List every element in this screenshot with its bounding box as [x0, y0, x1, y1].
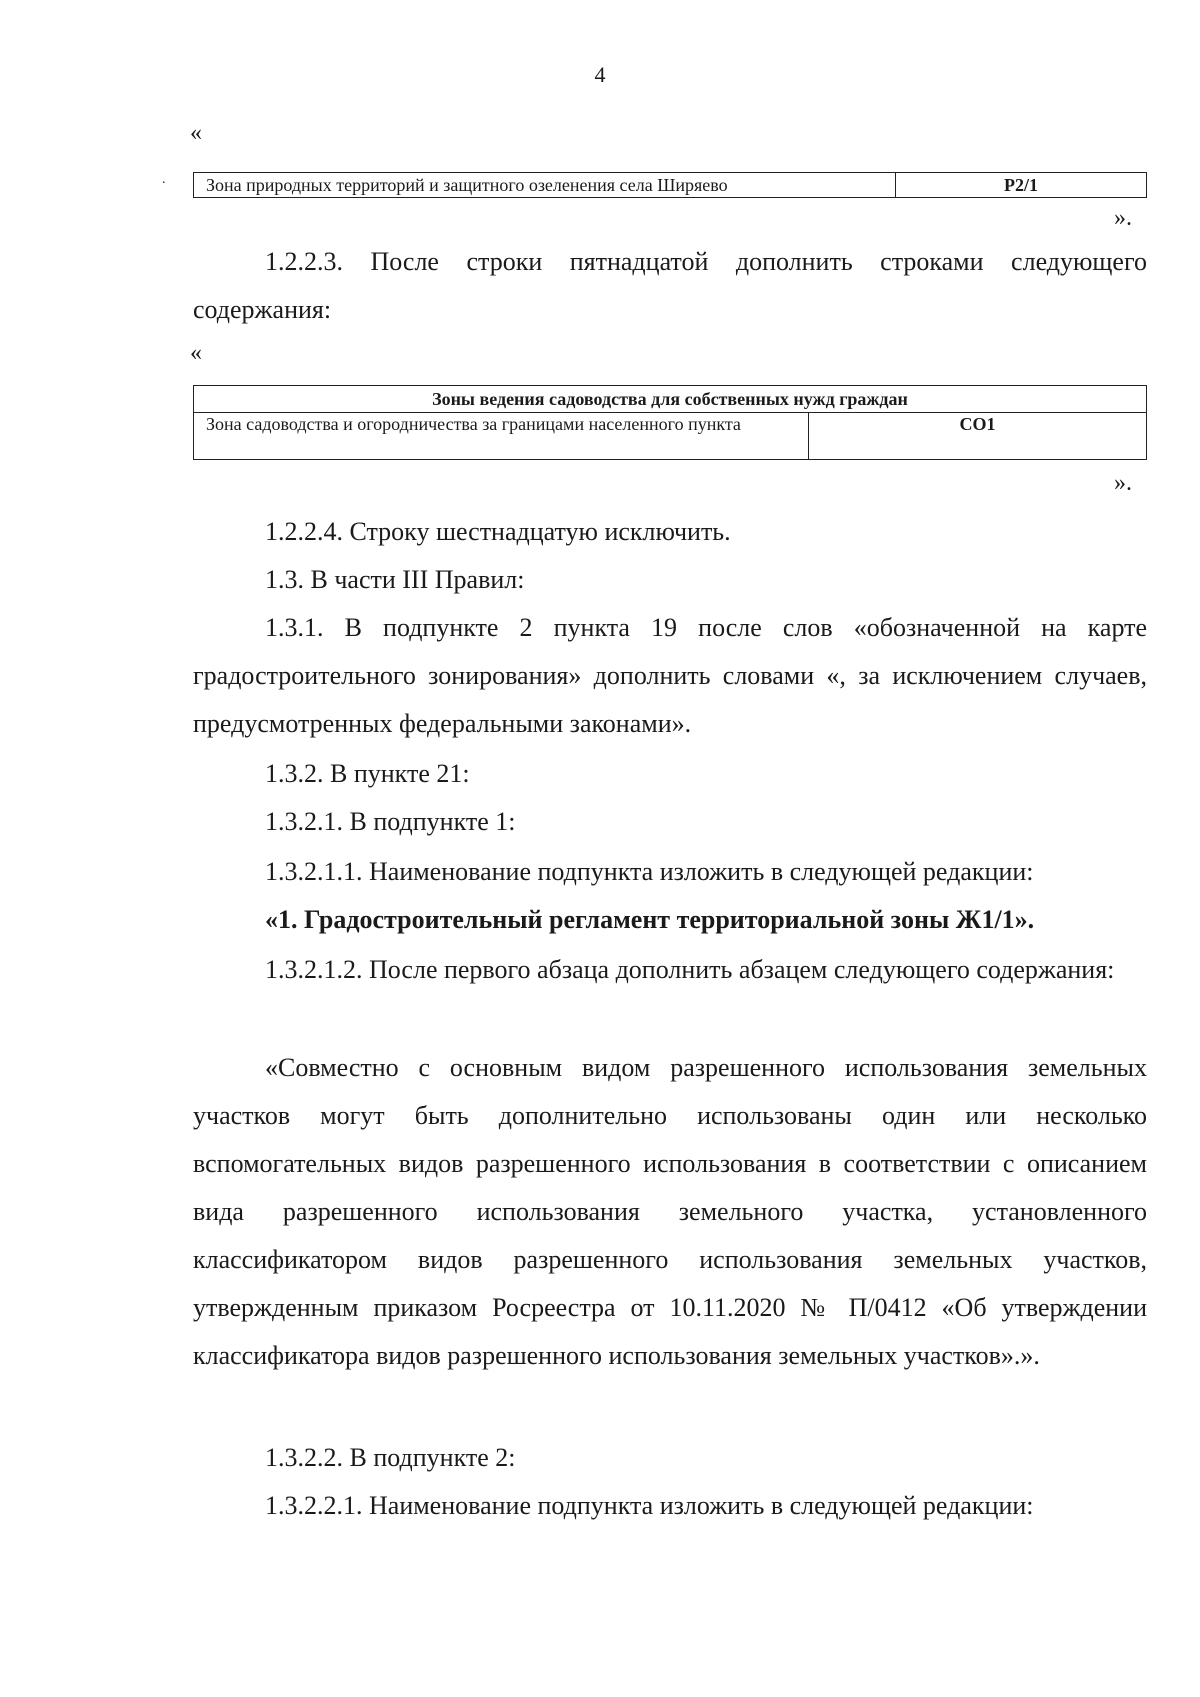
paragraph-1-2-2-3: 1.2.2.3. После строки пятнадцатой дополнить строками следующего содержания: — [193, 247, 1147, 324]
table-row — [194, 173, 1147, 198]
zone-name-cell: Зона природных территорий и защитного озеленения села Ширяево — [194, 173, 896, 198]
paragraph-1-3-2-1-1: 1.3.2.1.1. Наименование подпункта изложить в следующей редакции: — [265, 857, 1034, 886]
page-number: 4 — [594, 62, 606, 87]
paragraph-quote: «Совместно с основным видом разрешенного использования земельных участков могут быть дополнительно использованы один или несколько вспомогательных видов разрешенного использования в соответствии с описанием вида разрешенного использования земельного участка, установленного классификатором видов разрешенного использования земельных участков, утвержденным приказом Росреестра от 10.11.2020 № П/0412 «Об утверждении классификатора видов разрешенного использования земельных участков».». — [193, 1053, 1147, 1370]
stray-mark: . — [162, 172, 166, 187]
table2-open-quote: « — [190, 340, 202, 366]
table-header-row — [194, 386, 1147, 413]
paragraph-1-2-2-4: 1.2.2.4. Строку шестнадцатую исключить. — [265, 517, 731, 546]
table2-close-quote: ». — [1114, 470, 1132, 496]
paragraph-1-3: 1.3. В части III Правил: — [265, 565, 525, 594]
zone-table-1 — [193, 172, 1147, 198]
paragraph-1-3-1: 1.3.1. В подпункте 2 пункта 19 после слов «обозначенной на карте градостроительного зонирования» дополнить словами «, за исключением случаев, предусмотренных федеральными законами». — [193, 613, 1147, 738]
table-header-cell: Зоны ведения садоводства для собственных нужд граждан — [194, 386, 1147, 413]
table-row — [194, 413, 1147, 460]
paragraph-1-3-2-1: 1.3.2.1. В подпункте 1: — [265, 807, 516, 836]
paragraph-1-3-2: 1.3.2. В пункте 21: — [265, 759, 470, 788]
zone-code-cell: Р2/1 — [896, 173, 1147, 198]
paragraph-1-3-2-2: 1.3.2.2. В подпункте 2: — [265, 1443, 516, 1472]
paragraph-1-3-2-1-2: 1.3.2.1.2. После первого абзаца дополнить абзацем следующего содержания: — [265, 955, 1115, 984]
zone-code-cell: СО1 — [809, 413, 1147, 460]
table1-open-quote: « — [190, 120, 202, 146]
zone-table-2 — [193, 385, 1147, 460]
table1-close-quote: ». — [1114, 205, 1132, 231]
zone-name-cell: Зона садоводства и огородничества за границами населенного пункта — [194, 413, 809, 460]
paragraph-1-3-2-2-1: 1.3.2.2.1. Наименование подпункта изложить в следующей редакции: — [265, 1491, 1034, 1520]
paragraph-bold-title: «1. Градостроительный регламент территориальной зоны Ж1/1». — [265, 905, 1035, 934]
